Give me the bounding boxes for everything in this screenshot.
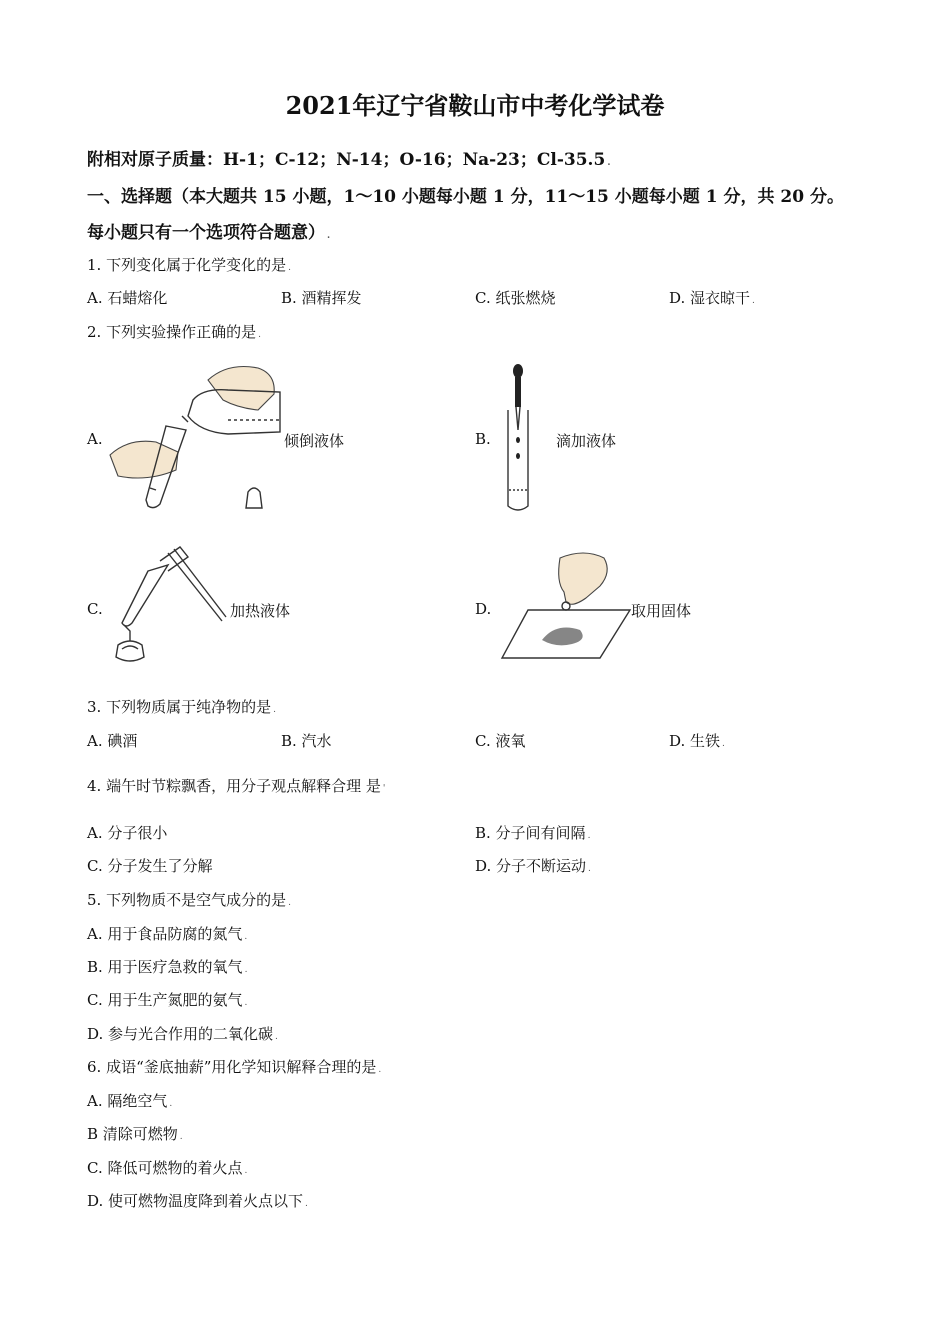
question-6-stem: 6. 成语“釜底抽薪”用化学知识解释合理的是 . (87, 1058, 382, 1076)
q2-option-b-letter: B. (475, 430, 491, 448)
q5-option-b: B. 用于医疗急救的氧气 . (87, 958, 248, 976)
q3-option-a: A. 碘酒 (87, 732, 138, 750)
q2-option-b-caption: 滴加液体 (556, 432, 617, 450)
q1-option-d: D. 湿衣晾干 . (669, 289, 755, 307)
q4-option-d: D. 分子不断运动 . (475, 857, 591, 875)
q1-option-c: C. 纸张燃烧 (475, 289, 556, 307)
section-header-line2: 每小题只有一个选项符合题意） . (87, 223, 331, 243)
question-2-stem: 2. 下列实验操作正确的是 . (87, 323, 261, 341)
pouring-liquid-illustration (108, 360, 288, 515)
q2-option-a-letter: A. (87, 430, 103, 448)
question-4-stem: 4. 端午时节粽飘香，用分子观点解释合理 是 ' (87, 777, 386, 795)
question-3-stem: 3. 下列物质属于纯净物的是 . (87, 698, 276, 716)
taking-solid-illustration (500, 552, 630, 662)
q6-option-c: C. 降低可燃物的着火点 . (87, 1159, 248, 1177)
q4-option-a: A. 分子很小 (87, 824, 168, 842)
q2-option-a-caption: 倾倒液体 (284, 432, 345, 450)
q3-option-c: C. 液氧 (475, 732, 526, 750)
q3-option-b: B. 汽水 (281, 732, 332, 750)
q5-option-d: D. 参与光合作用的二氧化碳 . (87, 1025, 278, 1043)
section-header-line1: 一、选择题（本大题共 15 小题，1～10 小题每小题 1 分，11～15 小题每小题 1 分，共 20 分。 (87, 187, 844, 207)
heating-liquid-illustration (108, 545, 233, 667)
question-1-stem: 1. 下列变化属于化学变化的是 . (87, 256, 291, 274)
q6-option-a: A. 隔绝空气 . (87, 1092, 173, 1110)
q5-option-a: A. 用于食品防腐的氮气 . (87, 925, 248, 943)
q2-option-c-caption: 加热液体 (230, 602, 291, 620)
dropping-liquid-illustration (500, 362, 540, 514)
q1-option-a: A. 石蜡熔化 (87, 289, 168, 307)
q4-option-b: B. 分子间有间隔 . (475, 824, 591, 842)
q5-option-c: C. 用于生产氮肥的氨气 . (87, 991, 248, 1009)
q6-option-b: B 清除可燃物 . (87, 1125, 183, 1143)
q2-option-c-letter: C. (87, 600, 103, 618)
question-5-stem: 5. 下列物质不是空气成分的是 . (87, 891, 291, 909)
q3-option-d: D. 生铁 . (669, 732, 725, 750)
q2-option-d-caption: 取用固体 (631, 602, 692, 620)
atomic-mass-note: 附相对原子质量：H-1；C-12；N-14；O-16；Na-23；Cl-35.5 . (87, 150, 611, 170)
page-title: 2021年辽宁省鞍山市中考化学试卷 (285, 91, 665, 120)
q2-option-d-letter: D. (475, 600, 492, 618)
q6-option-d: D. 使可燃物温度降到着火点以下 . (87, 1192, 308, 1210)
q4-option-c: C. 分子发生了分解 (87, 857, 213, 875)
q1-option-b: B. 酒精挥发 (281, 289, 362, 307)
